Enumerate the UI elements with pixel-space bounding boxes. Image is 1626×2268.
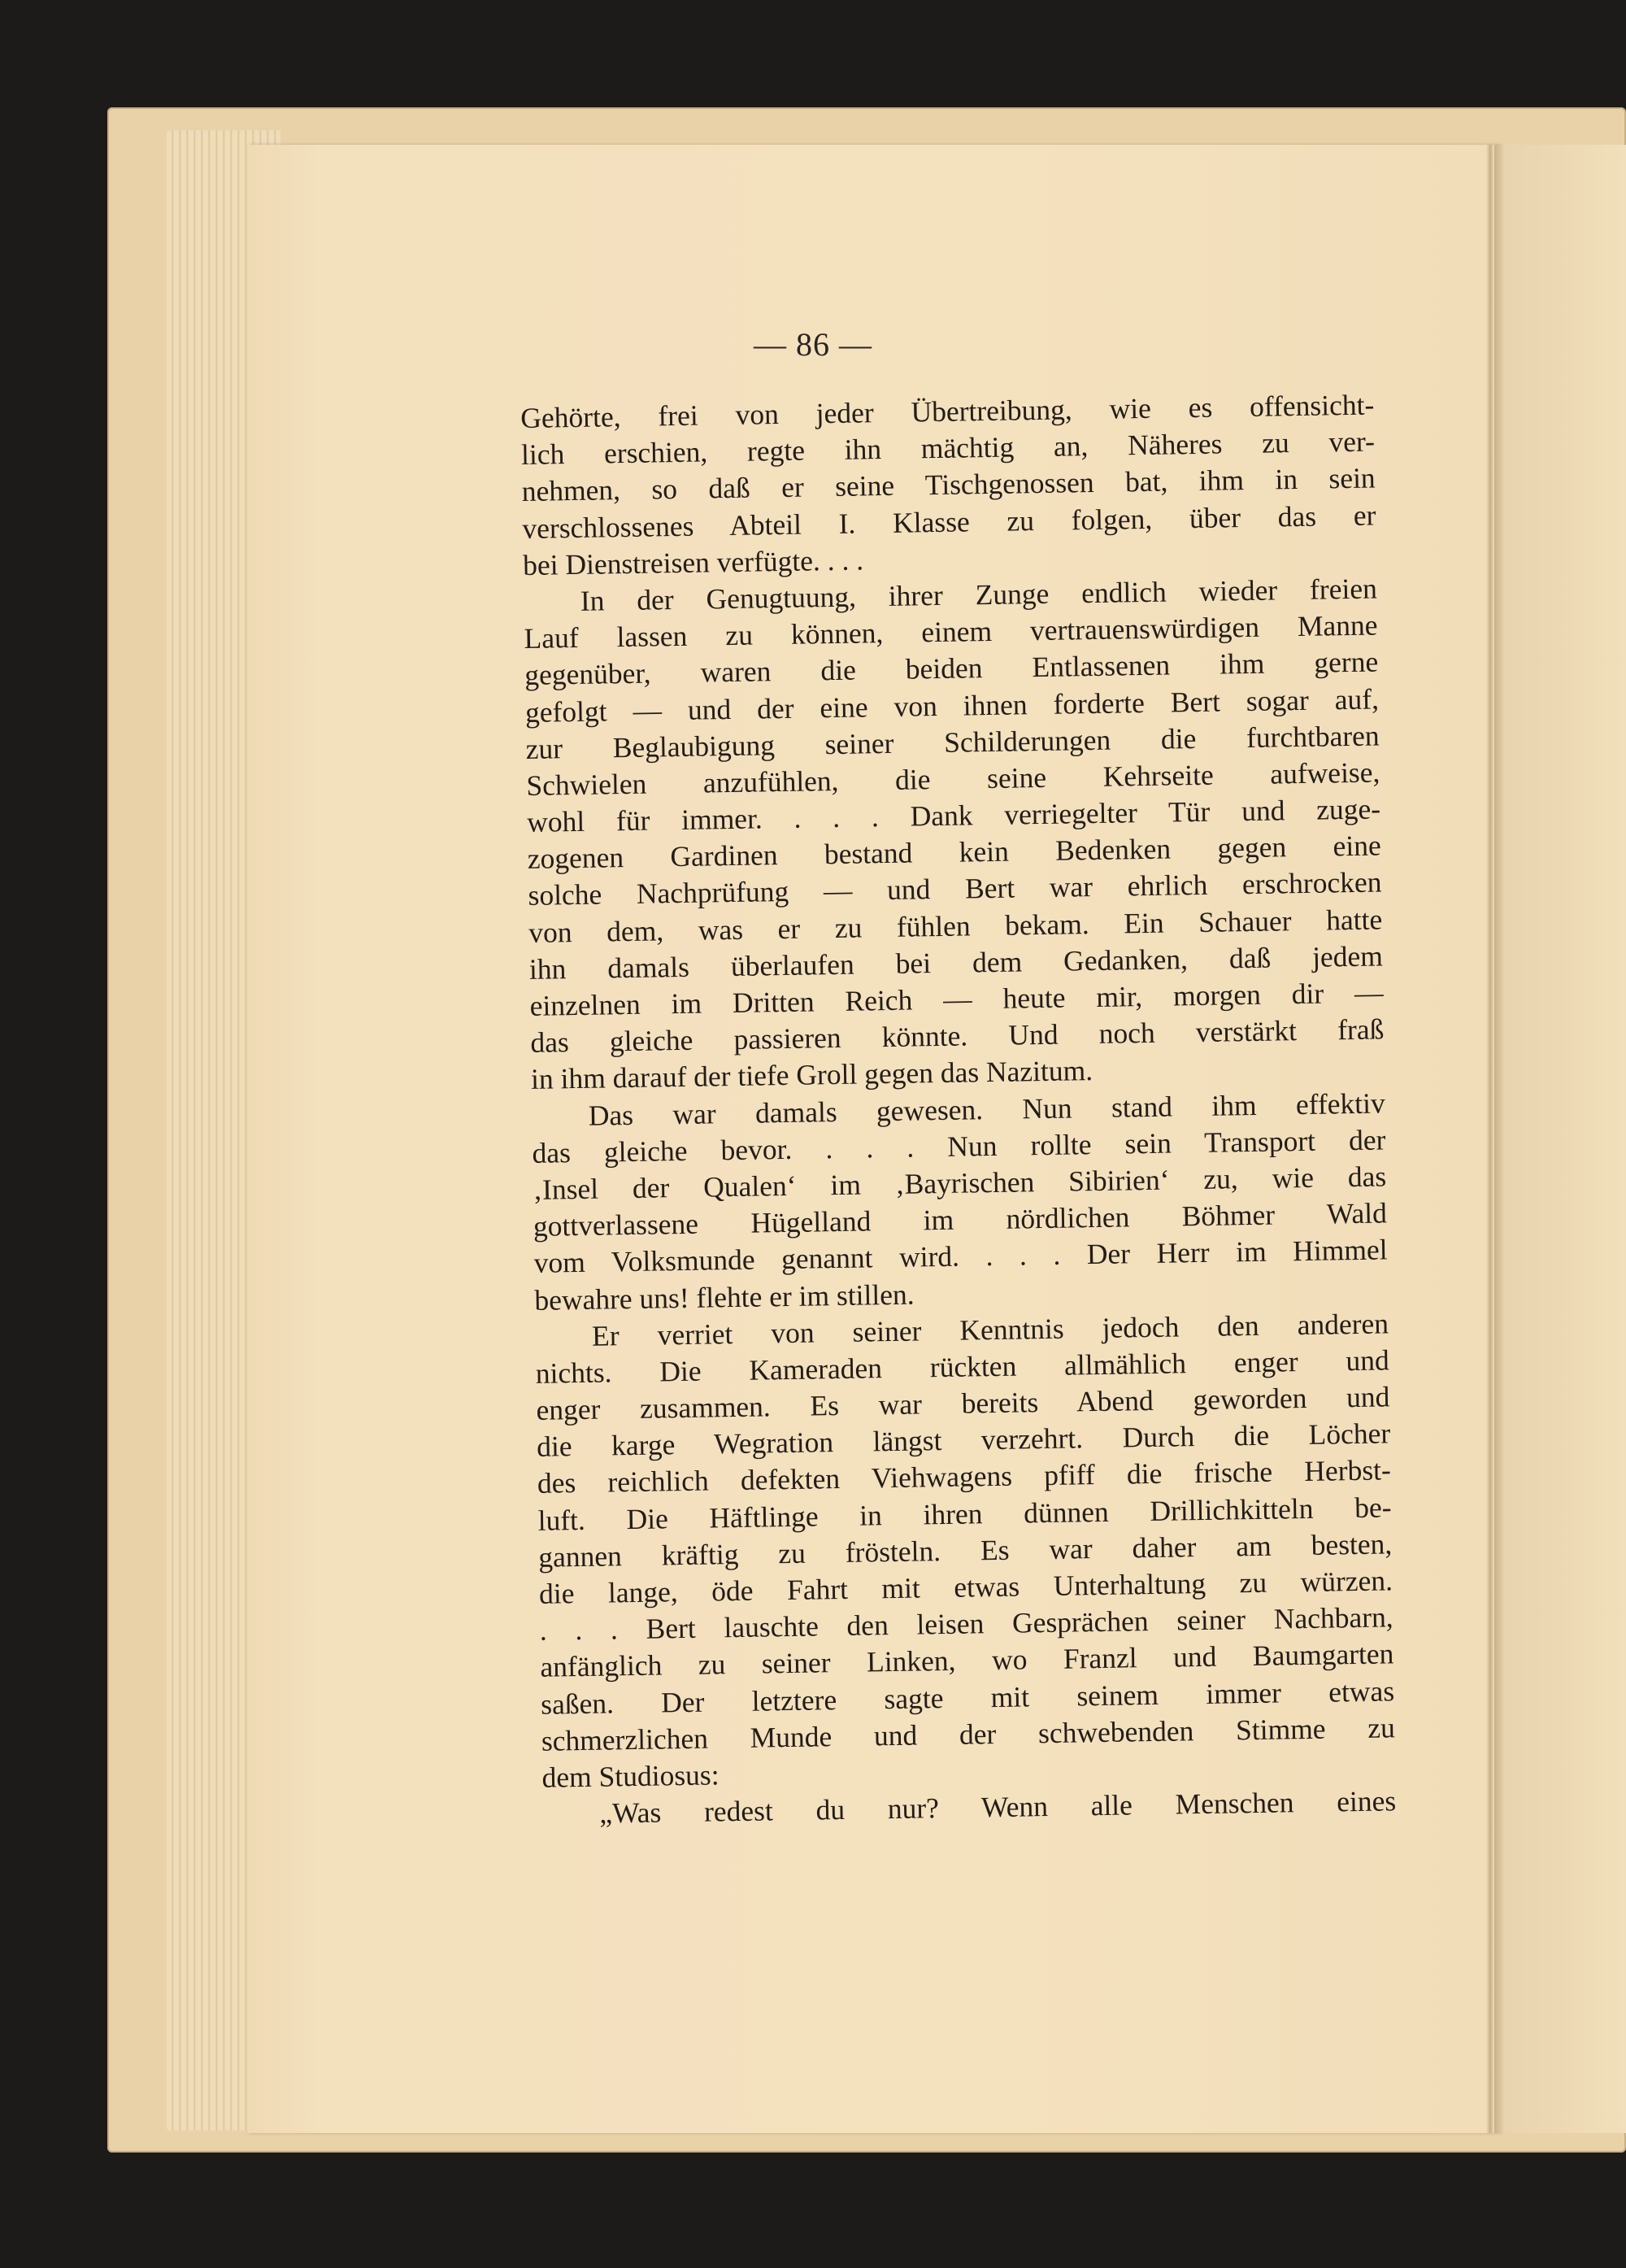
adjacent-page-edge [1494,145,1626,2133]
text-line: des reichlich defekten Viehwagens pfiff die frische Herbst- [537,1453,1392,1500]
text-line: Gehörte, frei von jeder Übertreibung, wie es offensicht- [520,388,1375,434]
text-line: enger zusammen. Es war bereits Abend geworden und [536,1380,1390,1426]
text-line: zogenen Gardinen bestand kein Bedenken gegen eine [527,829,1382,876]
text-line: einzelnen im Dritten Reich — heute mir, morgen dir — [529,976,1384,1022]
text-line: bewahre uns! flehte er im stillen. [534,1278,915,1317]
text-line: nichts. Die Kameraden rückten allmählich enger und [535,1343,1389,1390]
text-line: die karge Wegration längst verzehrt. Durch die Löcher [536,1417,1391,1464]
text-line: Schwielen anzufühlen, die seine Kehrseite aufweise, [526,755,1380,802]
text-line: zur Beglaubigung seiner Schilderungen die furchtbaren [525,719,1380,765]
text-line: Lauf lassen zu können, einem vertrauenswürdigen Manne [524,608,1378,655]
page-number: — 86 — [754,326,872,363]
text-line: das gleiche bevor. . . . Nun rollte sein Transport der [532,1123,1386,1169]
text-line: wohl für immer. . . . Dank verriegelter Tür und zuge- [526,792,1381,838]
text-line: „Was redest du nur? Wenn alle Menschen eines [598,1784,1397,1830]
text-line: ‚Insel der Qualen‘ im ‚Bayrischen Sibirien‘ zu, wie das [532,1160,1387,1206]
text-line: lich erschien, regte ihn mächtig an, Näheres zu ver- [520,424,1376,472]
text-line: solche Nachprüfung — und Bert war ehrlich erschrocken [528,865,1382,912]
text-line: saßen. Der letztere sagte mit seinem immer etwas [540,1674,1395,1721]
text-line: In der Genugtuung, ihrer Zunge endlich wieder freien [580,572,1378,617]
text-line: ihn damals überlaufen bei dem Gedanken, daß jedem [528,939,1384,986]
text-line: die lange, öde Fahrt mit etwas Unterhaltung zu würzen. [538,1564,1393,1610]
text-line: in ihm darauf der tiefe Groll gegen das Nazitum. [530,1054,1093,1096]
text-line: gannen kräftig zu frösteln. Es war daher am besten, [538,1527,1393,1574]
page-gutter-shadow [1486,145,1494,2133]
text-line: gegenüber, waren die beiden Entlassenen ihm gerne [524,645,1379,692]
text-line: gottverlassene Hügelland im nördlichen Böhmer Wald [533,1196,1388,1243]
text-line: dem Studiosus: [541,1758,720,1794]
text-line: vom Volksmunde genannt wird. . . . Der Herr im Himmel [533,1233,1388,1280]
text-line: schmerzlichen Munde und der schwebenden Stimme zu [541,1711,1396,1757]
text-line: verschlossenes Abteil I. Klasse zu folgen, über das er [522,498,1376,545]
text-line: das gleiche passieren könnte. Und noch verstärkt fraß [530,1012,1385,1060]
text-line: luft. Die Häftlinge in ihren dünnen Drillichkitteln be- [537,1490,1392,1537]
text-line: . . . Bert lauschte den leisen Gesprächen seiner Nachbarn, [539,1600,1393,1647]
text-line: bei Dienstreisen verfügte. . . . [522,543,864,581]
text-line: Er verriet von seiner Kenntnis jedoch den anderen [591,1307,1389,1352]
text-line: Das war damals gewesen. Nun stand ihm effektiv [588,1086,1386,1132]
text-line: gefolgt — und der eine von ihnen forderte Bert sogar auf, [524,681,1380,729]
text-line: anfänglich zu seiner Linken, wo Franzl und Baumgarten [540,1637,1394,1684]
body-text [520,387,1397,1834]
text-line: nehmen, so daß er seine Tischgenossen bat, ihm in sein [521,461,1376,508]
text-line: von dem, was er zu fühlen bekam. Ein Schauer hatte [528,903,1383,949]
